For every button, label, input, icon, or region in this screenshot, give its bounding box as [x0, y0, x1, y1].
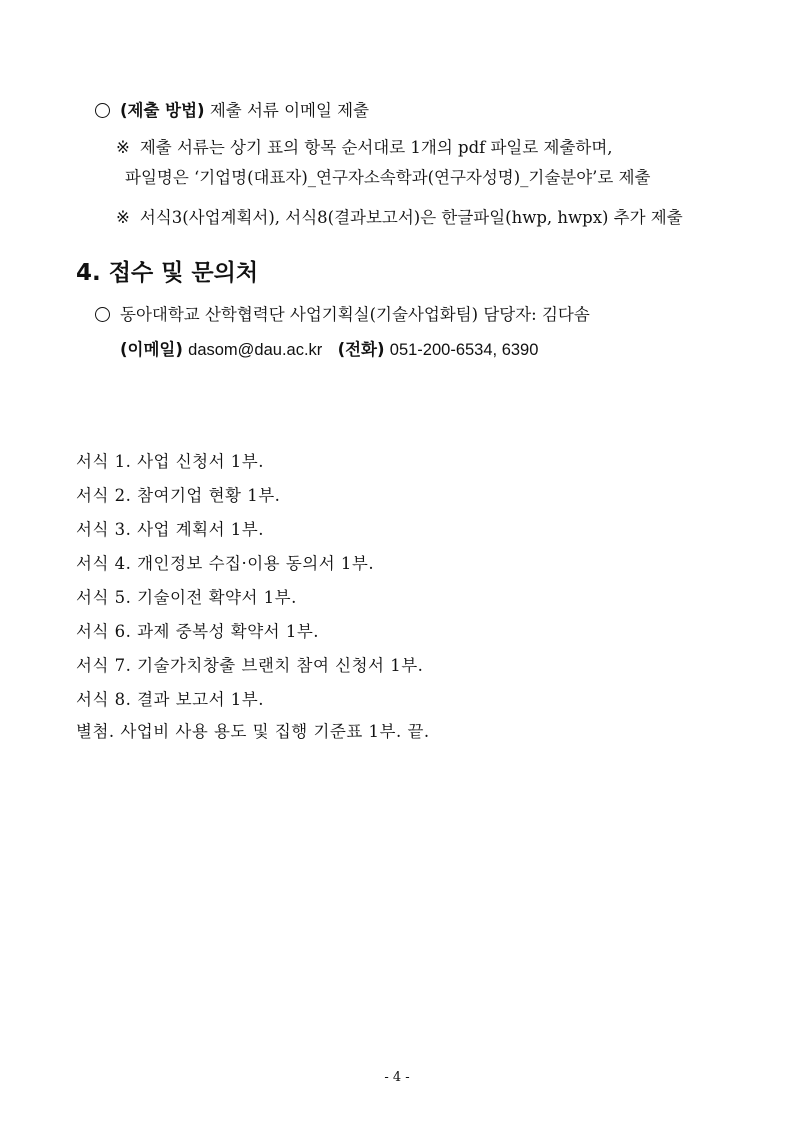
submission-note-1-line-1: 제출 서류는 상기 표의 항목 순서대로 1개의 pdf 파일로 제출하며, [139, 138, 613, 157]
contact-line [95, 304, 590, 326]
submission-note-2 [116, 207, 683, 229]
reference-mark-icon: ※ [116, 138, 130, 157]
submission-note-1-line-2: 파일명은 ‘기업명(대표자)_연구자소속학과(연구자성명)_기술분야’로 제출 [125, 168, 651, 187]
submission-method-text: 제출 서류 이메일 제출 [209, 101, 370, 120]
phone-label: (전화) [337, 340, 385, 359]
submission-note-1 [116, 137, 613, 159]
submission-method-line [95, 100, 369, 122]
form-list-item: 서식 6. 과제 중복성 확약서 1부. [76, 622, 320, 641]
form-list-item: 서식 2. 참여기업 현황 1부. [76, 486, 281, 505]
form-list-item: 서식 4. 개인정보 수집·이용 동의서 1부. [76, 554, 375, 573]
circle-bullet-icon [95, 307, 110, 322]
form-list-item: 서식 5. 기술이전 확약서 1부. [76, 588, 297, 607]
form-list-item: 서식 7. 기술가치창출 브랜치 참여 신청서 1부. [76, 656, 424, 675]
submission-method-label: (제출 방법) [120, 101, 205, 120]
reference-mark-icon: ※ [116, 208, 130, 227]
form-list-item: 서식 8. 결과 보고서 1부. [76, 690, 264, 709]
form-list-item: 서식 3. 사업 계획서 1부. [76, 520, 264, 539]
section-heading: 4. 접수 및 문의처 [76, 260, 259, 286]
contact-details [120, 339, 538, 361]
submission-note-2-text: 서식3(사업계획서), 서식8(결과보고서)은 한글파일(hwp, hwpx) 추가 제출 [139, 208, 683, 227]
submission-note-1-cont [125, 167, 650, 189]
form-list-item: 서식 1. 사업 신청서 1부. [76, 452, 264, 471]
phone-value: 051-200-6534, 6390 [389, 341, 539, 359]
circle-bullet-icon [95, 103, 110, 118]
contact-text: 동아대학교 산학협력단 사업기획실(기술사업화팀) 담당자: 김다솜 [120, 305, 590, 324]
email-value[interactable]: dasom@dau.ac.kr [188, 341, 323, 359]
email-label: (이메일) [120, 340, 183, 359]
attachment-list-item: 별첨. 사업비 사용 용도 및 집행 기준표 1부. 끝. [76, 722, 430, 741]
page-number: - 4 - [384, 1070, 410, 1085]
